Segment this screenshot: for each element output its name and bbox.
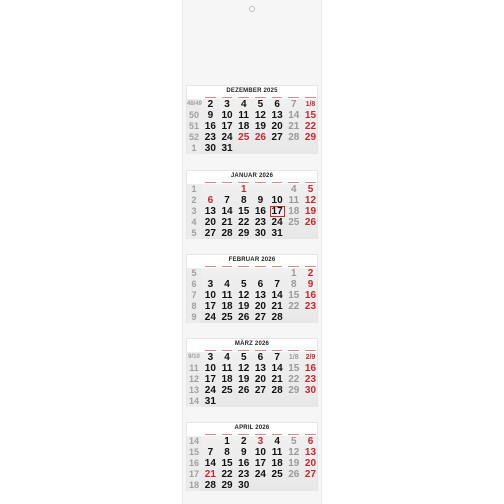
day-cell: 28 bbox=[271, 385, 283, 396]
week-number: 1 bbox=[191, 143, 197, 153]
month-panel bbox=[186, 170, 318, 239]
day-cell: 1 bbox=[224, 436, 230, 447]
day-cell: 14 bbox=[204, 458, 216, 469]
day-cell: 4 bbox=[240, 99, 247, 110]
day-cell: 24 bbox=[204, 385, 216, 396]
day-cell bbox=[302, 480, 319, 491]
weekday-header-mark bbox=[255, 434, 266, 435]
day-cell: 11 bbox=[221, 290, 233, 301]
week-number: 51 bbox=[188, 121, 199, 131]
day-cell: 13 bbox=[254, 363, 266, 374]
day-cell: 4 bbox=[224, 279, 230, 290]
weekday-header-mark bbox=[222, 182, 233, 183]
day-cell: 27 bbox=[304, 469, 317, 480]
weekday-header-mark bbox=[288, 434, 299, 435]
day-cell bbox=[269, 480, 286, 491]
week-number: 13 bbox=[188, 385, 199, 395]
week-number: 7 bbox=[191, 290, 197, 300]
day-cell: 30 bbox=[304, 385, 317, 396]
day-cell: 31 bbox=[221, 143, 233, 154]
day-cell bbox=[252, 268, 269, 279]
weekday-header-mark bbox=[238, 266, 249, 267]
day-cell: 16 bbox=[254, 206, 266, 217]
day-cell: 21 bbox=[204, 469, 216, 480]
day-cell: 20 bbox=[204, 217, 216, 228]
day-cell bbox=[219, 396, 236, 407]
day-cell: 1/8 bbox=[305, 101, 316, 108]
day-cell: 14 bbox=[221, 206, 233, 217]
day-cell bbox=[285, 396, 302, 407]
day-cell: 31 bbox=[271, 228, 283, 239]
day-cell: 22 bbox=[221, 469, 233, 480]
day-cell: 3 bbox=[207, 279, 214, 290]
week-number: 5 bbox=[191, 228, 197, 238]
day-cell: 15 bbox=[221, 458, 233, 469]
day-cell: 23 bbox=[304, 301, 317, 312]
day-cell bbox=[302, 228, 319, 239]
day-cell bbox=[285, 480, 302, 491]
weekday-header-mark bbox=[272, 434, 283, 435]
day-cell: 11 bbox=[238, 110, 249, 121]
weekday-header-mark bbox=[238, 350, 249, 351]
day-cell: 24 bbox=[254, 469, 266, 480]
day-cell: 11 bbox=[288, 195, 300, 206]
day-cell: 28 bbox=[221, 228, 233, 239]
day-cell: 28 bbox=[204, 480, 216, 491]
week-number: 16 bbox=[188, 458, 199, 468]
week-number: 14 bbox=[188, 436, 199, 446]
day-cell: 21 bbox=[271, 374, 283, 385]
month-title: MÄRZ 2026 bbox=[234, 341, 270, 347]
day-grid bbox=[202, 352, 319, 407]
weekday-header-mark bbox=[288, 182, 299, 183]
day-cell: 2 bbox=[307, 268, 314, 279]
day-cell bbox=[252, 143, 269, 154]
day-cell: 15 bbox=[238, 206, 250, 217]
weekday-header-mark bbox=[288, 350, 299, 351]
weekday-header-mark bbox=[288, 97, 299, 98]
day-cell: 15 bbox=[304, 110, 317, 121]
day-grid bbox=[202, 268, 319, 323]
day-cell: 12 bbox=[254, 110, 266, 121]
day-cell: 16 bbox=[238, 458, 250, 469]
week-number-column bbox=[187, 352, 201, 407]
weekday-header-mark bbox=[222, 434, 233, 435]
day-cell: 2/9 bbox=[305, 354, 316, 361]
day-cell bbox=[219, 184, 236, 195]
day-cell: 27 bbox=[204, 228, 216, 239]
hanging-hole-icon bbox=[249, 6, 255, 12]
day-cell: 19 bbox=[238, 301, 250, 312]
day-cell: 12 bbox=[304, 195, 317, 206]
today-marker-day: 17 bbox=[269, 206, 286, 217]
week-number: 48/49 bbox=[187, 101, 203, 107]
day-cell: 13 bbox=[254, 290, 266, 301]
day-cell bbox=[269, 184, 286, 195]
day-cell: 30 bbox=[204, 143, 216, 154]
day-cell: 21 bbox=[288, 121, 300, 132]
day-cell: 9 bbox=[257, 195, 264, 206]
day-cell: 12 bbox=[288, 447, 300, 458]
month-panel bbox=[186, 254, 318, 323]
day-cell: 6 bbox=[257, 352, 264, 363]
day-cell: 28 bbox=[271, 312, 283, 323]
day-cell: 22 bbox=[304, 121, 317, 132]
day-cell: 8 bbox=[291, 279, 297, 290]
day-cell: 30 bbox=[238, 480, 250, 491]
day-cell: 14 bbox=[288, 110, 300, 121]
weekday-header-mark bbox=[205, 182, 216, 183]
week-number: 12 bbox=[188, 374, 199, 384]
day-cell: 5 bbox=[240, 279, 247, 290]
day-cell: 15 bbox=[288, 290, 300, 301]
day-cell: 11 bbox=[221, 363, 233, 374]
day-cell: 26 bbox=[238, 385, 250, 396]
day-cell: 8 bbox=[224, 447, 230, 458]
month-panel bbox=[186, 338, 318, 407]
day-cell bbox=[285, 312, 302, 323]
day-cell: 21 bbox=[221, 217, 233, 228]
day-cell bbox=[235, 268, 252, 279]
day-cell: 18 bbox=[221, 374, 233, 385]
week-number: 9/10 bbox=[188, 354, 200, 360]
week-number: 14 bbox=[188, 396, 199, 406]
day-cell: 28 bbox=[288, 132, 300, 143]
day-cell: 13 bbox=[304, 447, 317, 458]
day-cell: 24 bbox=[204, 312, 216, 323]
weekday-header-mark bbox=[305, 266, 316, 267]
day-cell: 26 bbox=[238, 312, 250, 323]
day-cell: 22 bbox=[288, 374, 300, 385]
day-cell: 7 bbox=[224, 195, 230, 206]
day-cell: 7 bbox=[291, 99, 297, 110]
day-cell: 19 bbox=[238, 374, 250, 385]
day-cell: 16 bbox=[304, 290, 317, 301]
day-cell: 16 bbox=[304, 363, 317, 374]
day-cell bbox=[285, 228, 302, 239]
week-number: 52 bbox=[188, 132, 199, 142]
day-cell bbox=[285, 143, 302, 154]
day-cell bbox=[302, 143, 319, 154]
day-cell: 18 bbox=[288, 206, 300, 217]
day-cell: 18 bbox=[238, 121, 250, 132]
month-title: DEZEMBER 2025 bbox=[226, 88, 278, 94]
week-number-column bbox=[187, 99, 201, 154]
day-cell: 5 bbox=[291, 436, 297, 447]
day-cell: 5 bbox=[257, 99, 264, 110]
day-cell: 31 bbox=[204, 396, 216, 407]
day-cell bbox=[202, 268, 219, 279]
day-cell: 21 bbox=[271, 301, 283, 312]
day-cell: 7 bbox=[274, 279, 280, 290]
day-grid bbox=[202, 184, 319, 239]
day-cell: 24 bbox=[221, 132, 233, 143]
day-cell bbox=[219, 268, 236, 279]
day-cell bbox=[269, 396, 286, 407]
day-cell: 29 bbox=[221, 480, 233, 491]
day-cell: 10 bbox=[204, 363, 216, 374]
day-cell: 25 bbox=[271, 469, 283, 480]
day-cell: 3 bbox=[257, 436, 264, 447]
day-cell: 26 bbox=[288, 469, 300, 480]
week-number: 6 bbox=[191, 279, 197, 289]
day-cell: 4 bbox=[274, 436, 280, 447]
day-cell: 30 bbox=[254, 228, 266, 239]
weekday-header-mark bbox=[205, 434, 216, 435]
day-cell: 20 bbox=[254, 301, 266, 312]
weekday-header-mark bbox=[255, 97, 266, 98]
day-cell: 18 bbox=[271, 458, 283, 469]
day-cell: 7 bbox=[274, 352, 280, 363]
day-cell: 26 bbox=[304, 217, 317, 228]
month-title: JANUAR 2026 bbox=[230, 173, 274, 179]
day-cell: 27 bbox=[271, 132, 283, 143]
weekday-header-mark bbox=[205, 350, 216, 351]
day-cell: 23 bbox=[238, 469, 250, 480]
day-grid bbox=[202, 99, 319, 154]
day-cell: 6 bbox=[257, 279, 264, 290]
day-cell: 10 bbox=[271, 195, 283, 206]
day-grid bbox=[202, 436, 319, 491]
day-cell: 10 bbox=[254, 447, 266, 458]
day-cell: 11 bbox=[271, 447, 283, 458]
day-cell bbox=[269, 143, 286, 154]
week-number: 1 bbox=[191, 184, 197, 194]
day-cell: 20 bbox=[254, 374, 266, 385]
weekday-header-mark bbox=[272, 97, 283, 98]
day-cell bbox=[202, 436, 219, 447]
day-cell: 3 bbox=[224, 99, 230, 110]
month-panel bbox=[186, 85, 318, 154]
weekday-header-mark bbox=[205, 97, 216, 98]
weekday-header-mark bbox=[272, 266, 283, 267]
day-cell: 14 bbox=[271, 290, 283, 301]
day-cell: 22 bbox=[288, 301, 300, 312]
week-number: 17 bbox=[188, 469, 199, 479]
day-cell: 20 bbox=[304, 458, 317, 469]
day-cell bbox=[235, 143, 252, 154]
day-cell: 25 bbox=[221, 312, 233, 323]
month-title: FEBRUAR 2026 bbox=[228, 257, 276, 263]
day-cell: 3 bbox=[207, 352, 214, 363]
day-cell: 25 bbox=[221, 385, 233, 396]
day-cell: 6 bbox=[274, 99, 280, 110]
day-cell bbox=[252, 396, 269, 407]
weekday-header-mark bbox=[238, 434, 249, 435]
day-cell: 9 bbox=[240, 447, 247, 458]
day-cell: 13 bbox=[204, 206, 216, 217]
day-cell bbox=[302, 396, 319, 407]
day-cell bbox=[269, 268, 286, 279]
day-cell: 17 bbox=[204, 301, 216, 312]
day-cell: 12 bbox=[238, 363, 250, 374]
weekday-header-mark bbox=[238, 97, 249, 98]
week-number: 15 bbox=[188, 447, 199, 457]
day-cell: 6 bbox=[207, 195, 214, 206]
day-cell: 7 bbox=[207, 447, 214, 458]
week-number-column bbox=[187, 436, 201, 491]
week-number-column bbox=[187, 268, 201, 323]
day-cell: 9 bbox=[307, 279, 314, 290]
week-number-column bbox=[187, 184, 201, 239]
week-number: 18 bbox=[188, 480, 199, 490]
day-cell: 23 bbox=[254, 217, 266, 228]
weekday-header-mark bbox=[272, 350, 283, 351]
day-cell: 27 bbox=[254, 385, 266, 396]
weekday-header-mark bbox=[255, 350, 266, 351]
day-cell bbox=[252, 480, 269, 491]
day-cell: 10 bbox=[221, 110, 233, 121]
day-cell: 18 bbox=[221, 301, 233, 312]
day-cell: 1 bbox=[291, 268, 297, 279]
day-cell: 26 bbox=[254, 132, 266, 143]
day-cell: 27 bbox=[254, 312, 266, 323]
weekday-header-mark bbox=[222, 350, 233, 351]
weekday-header-mark bbox=[255, 182, 266, 183]
day-cell: 8 bbox=[240, 195, 247, 206]
week-number: 4 bbox=[191, 217, 197, 227]
weekday-header-mark bbox=[272, 182, 283, 183]
day-cell bbox=[302, 312, 319, 323]
day-cell: 15 bbox=[288, 363, 300, 374]
weekday-header-mark bbox=[288, 266, 299, 267]
day-cell: 24 bbox=[271, 217, 283, 228]
day-cell: 29 bbox=[304, 132, 317, 143]
day-cell: 4 bbox=[291, 184, 297, 195]
day-cell: 29 bbox=[238, 228, 250, 239]
weekday-header-mark bbox=[305, 434, 316, 435]
weekday-header-mark bbox=[305, 182, 316, 183]
day-cell: 4 bbox=[224, 352, 230, 363]
day-cell: 17 bbox=[204, 374, 216, 385]
day-cell bbox=[202, 184, 219, 195]
day-cell: 19 bbox=[254, 121, 266, 132]
weekday-header-mark bbox=[305, 97, 316, 98]
day-cell: 13 bbox=[271, 110, 283, 121]
day-cell bbox=[235, 396, 252, 407]
day-cell: 23 bbox=[304, 374, 317, 385]
day-cell: 22 bbox=[238, 217, 250, 228]
weekday-header-mark bbox=[222, 97, 233, 98]
day-cell bbox=[252, 184, 269, 195]
weekday-header-mark bbox=[255, 266, 266, 267]
day-cell: 12 bbox=[238, 290, 250, 301]
week-number: 11 bbox=[189, 363, 199, 373]
day-cell: 25 bbox=[288, 217, 300, 228]
day-cell: 14 bbox=[271, 363, 283, 374]
day-cell: 25 bbox=[238, 132, 250, 143]
day-cell: 20 bbox=[271, 121, 283, 132]
day-cell: 2 bbox=[240, 436, 247, 447]
day-cell: 5 bbox=[307, 184, 314, 195]
day-cell: 23 bbox=[204, 132, 216, 143]
day-cell: 29 bbox=[288, 385, 300, 396]
week-number: 8 bbox=[191, 301, 197, 311]
day-cell: 1/8 bbox=[288, 354, 299, 361]
day-cell: 19 bbox=[304, 206, 317, 217]
week-number: 3 bbox=[191, 206, 197, 216]
day-cell: 5 bbox=[240, 352, 247, 363]
day-cell: 1 bbox=[240, 184, 247, 195]
month-title: APRIL 2026 bbox=[234, 425, 270, 431]
day-cell: 17 bbox=[254, 458, 266, 469]
day-cell: 19 bbox=[288, 458, 300, 469]
month-panel bbox=[186, 422, 318, 491]
day-cell: 9 bbox=[207, 110, 214, 121]
week-number: 9 bbox=[191, 312, 197, 322]
day-cell: 17 bbox=[221, 121, 233, 132]
day-cell: 6 bbox=[307, 436, 314, 447]
weekday-header-mark bbox=[205, 266, 216, 267]
weekday-header-mark bbox=[222, 266, 233, 267]
day-cell: 10 bbox=[204, 290, 216, 301]
week-number: 5 bbox=[191, 268, 197, 278]
week-number: 50 bbox=[188, 110, 199, 120]
weekday-header-mark bbox=[305, 350, 316, 351]
week-number: 2 bbox=[191, 195, 197, 205]
day-cell: 16 bbox=[204, 121, 216, 132]
weekday-header-mark bbox=[238, 182, 249, 183]
day-cell: 2 bbox=[207, 99, 214, 110]
